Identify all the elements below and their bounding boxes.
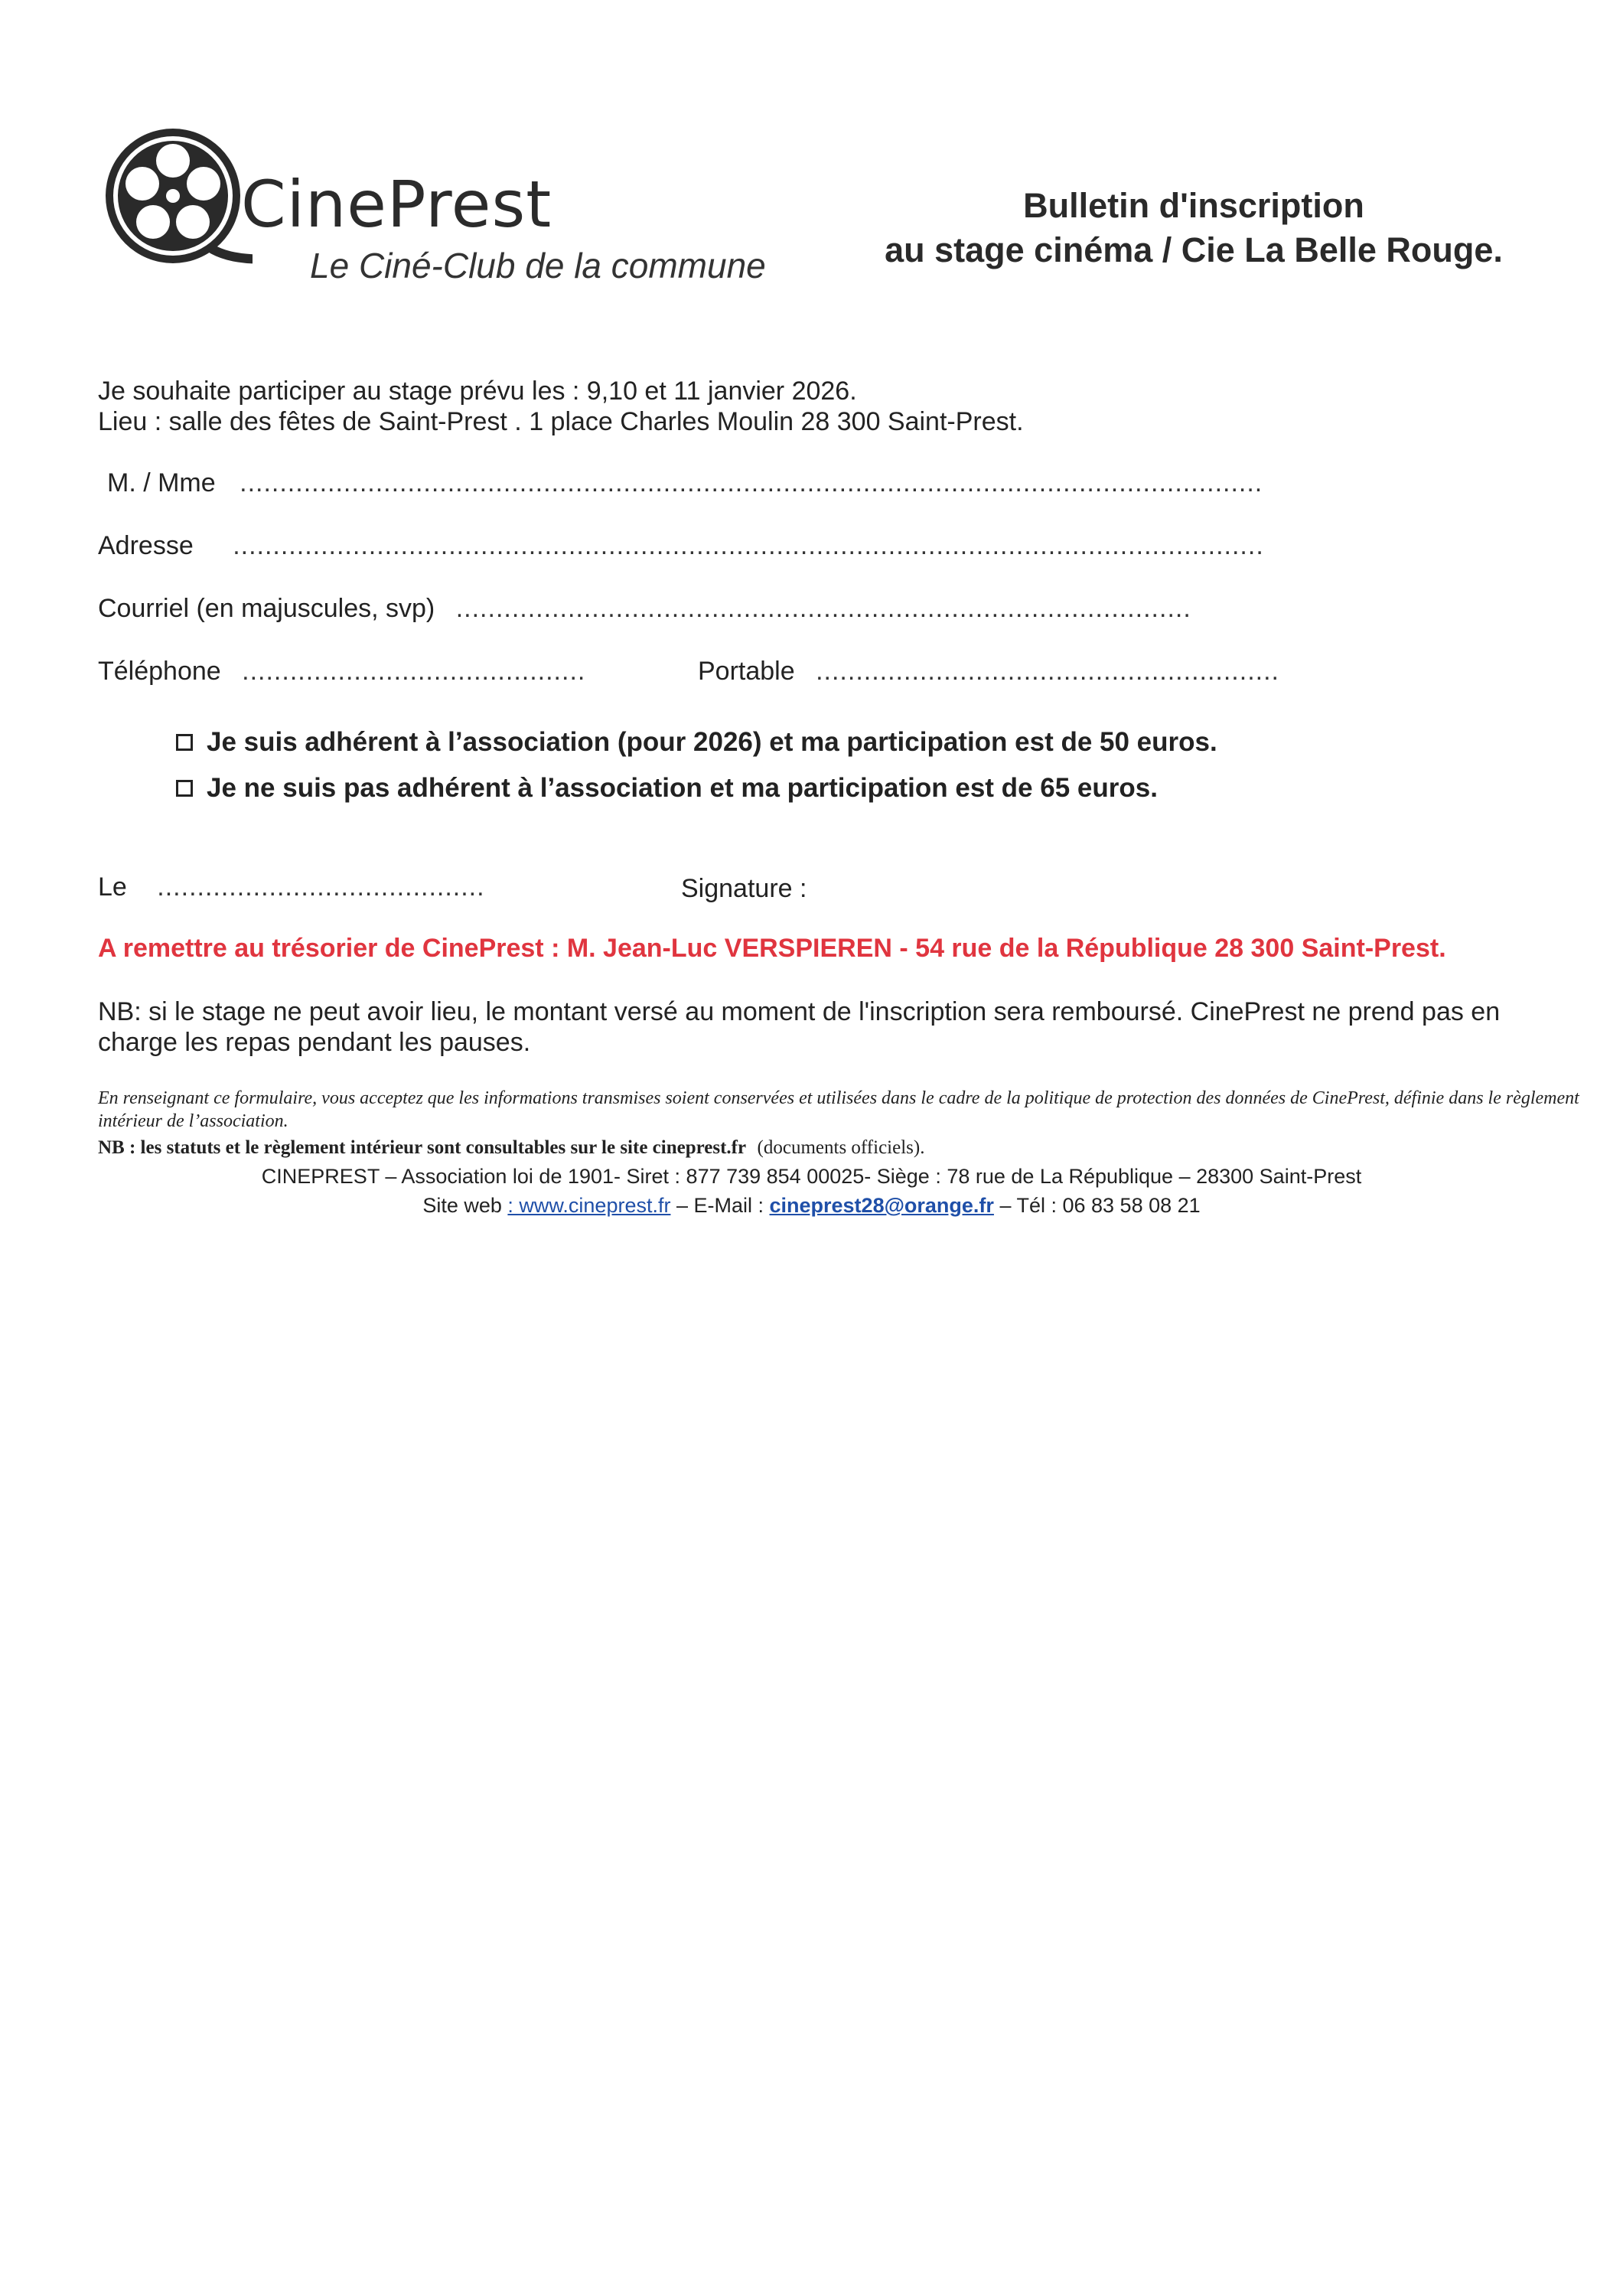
address-field[interactable] [98, 531, 1264, 561]
statuts-notice [98, 1137, 924, 1159]
site-link[interactable]: : www.cineprest.fr [507, 1194, 671, 1217]
footer-association: CINEPREST – Association loi de 1901- Siret : 877 739 854 00025- Siège : 78 rue de La République – 28300 Saint-Prest [261, 1165, 1362, 1188]
statuts-bold: NB : les statuts et le règlement intérieur sont consultables sur le site cineprest.fr [98, 1137, 747, 1158]
phone-footer: – Tél : 06 83 58 08 21 [993, 1194, 1201, 1217]
document-title [857, 184, 1530, 272]
member-label: Je suis adhérent à l’association (pour 2026) et ma participation est de 50 euros. [207, 727, 1217, 757]
address-dots: ................................................................................................................................. [233, 531, 1264, 560]
email-link[interactable]: cineprest28@orange.fr [769, 1194, 994, 1217]
brand-tagline: Le Ciné-Club de la commune [310, 246, 766, 285]
nb-refund-note: NB: si le stage ne peut avoir lieu, le montant versé au moment de l'inscription sera remboursé. CinePrest ne prend pas en charge les repas pendant les pauses. [98, 997, 1501, 1057]
email-label-footer: – E-Mail : [670, 1194, 770, 1217]
email-label: Courriel (en majuscules, svp) [98, 594, 435, 623]
logo [99, 122, 803, 298]
title-line-2: au stage cinéma / Cie La Belle Rouge. [885, 230, 1503, 269]
signature-label: Signature : [681, 874, 807, 903]
name-dots: ................................................................................................................................ [240, 468, 1263, 497]
phone-label: Téléphone [98, 657, 221, 686]
email-field[interactable] [98, 594, 1191, 624]
film-reel-icon [99, 122, 253, 276]
remit-instruction: A remettre au trésorier de CinePrest : M. Jean-Luc VERSPIEREN - 54 rue de la République 28 300 Saint-Prest. [98, 934, 1446, 963]
phone-dots: ........................................... [242, 657, 586, 686]
non-member-checkbox[interactable] [176, 780, 193, 797]
footer-contact [0, 1194, 1623, 1218]
member-checkbox[interactable] [176, 734, 193, 751]
intro-location: Lieu : salle des fêtes de Saint-Prest . 1 place Charles Moulin 28 300 Saint-Prest. [98, 407, 1024, 436]
statuts-note: (documents officiels). [757, 1137, 925, 1158]
name-field[interactable] [107, 468, 1263, 498]
non-member-label: Je ne suis pas adhérent à l’association et ma participation est de 65 euros. [207, 773, 1158, 803]
mobile-dots: .......................................................... [816, 657, 1279, 686]
site-label: Site web [422, 1194, 508, 1217]
mobile-label: Portable [698, 657, 795, 686]
privacy-notice: En renseignant ce formulaire, vous acceptez que les informations transmises soient conservées et utilisées dans le cadre de la politique de protection des données de CinePrest, définie dans le règlement intérieur de l’association. [98, 1088, 1579, 1131]
phone-field[interactable] [98, 657, 585, 687]
email-dots: ............................................................................................ [455, 594, 1191, 623]
brand-name: CinePrest [241, 167, 552, 242]
name-label: M. / Mme [107, 468, 216, 497]
date-field[interactable] [98, 872, 485, 902]
option-non-member[interactable] [176, 773, 1158, 804]
mobile-field[interactable] [698, 657, 1279, 687]
date-dots: ......................................... [157, 872, 485, 902]
intro-dates: Je souhaite participer au stage prévu les : 9,10 et 11 janvier 2026. [98, 377, 857, 406]
option-member[interactable] [176, 727, 1217, 758]
date-label: Le [98, 872, 127, 902]
title-line-1: Bulletin d'inscription [1023, 186, 1364, 225]
address-label: Adresse [98, 531, 194, 560]
